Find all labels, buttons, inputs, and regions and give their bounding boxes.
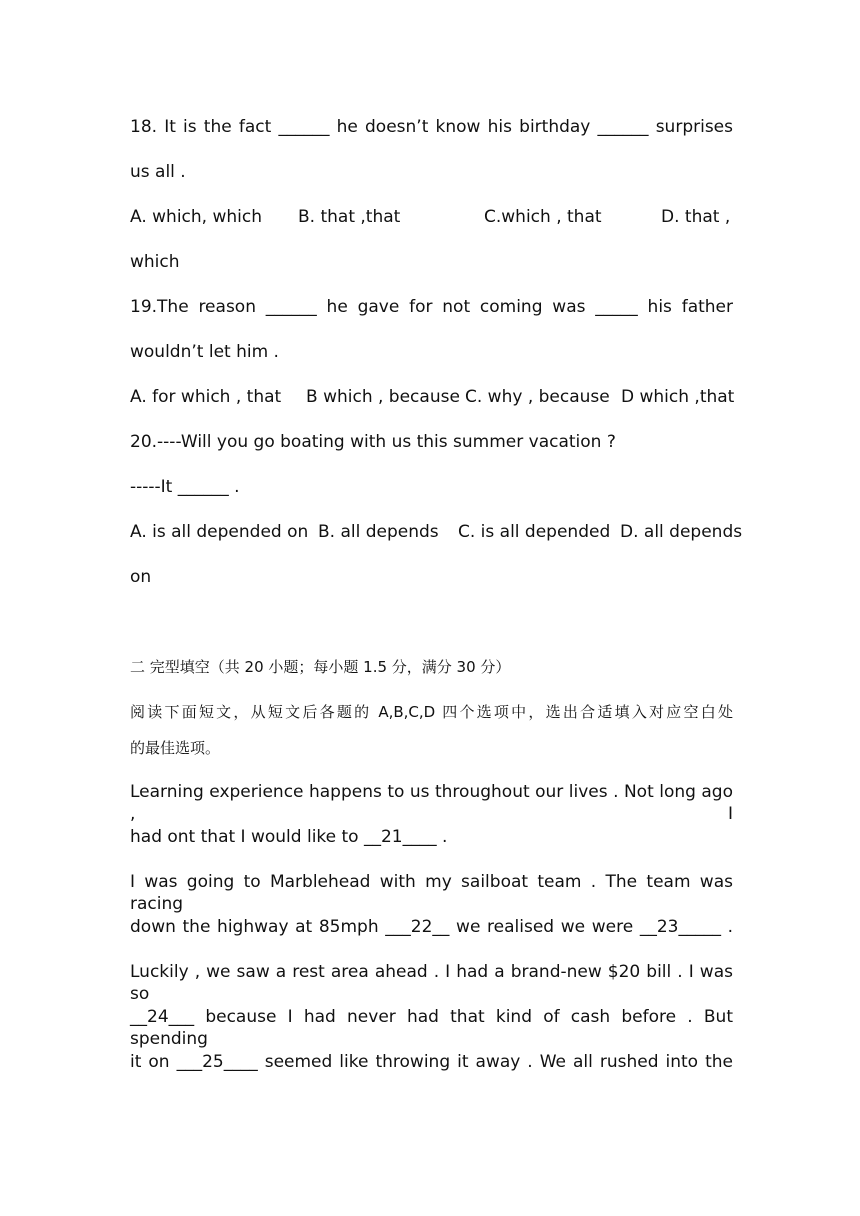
question-18-option-d-wrap: which	[130, 252, 180, 272]
question-18-option-b: B. that ,that	[298, 207, 401, 227]
passage-line: Learning experience happens to us throughout our lives . Not long ago , I	[130, 782, 733, 824]
passage-line: __24___ because I had never had that kind of cash before . But spending	[130, 1007, 733, 1049]
question-20-text: 20.----Will you go boating with us this summer vacation ?	[130, 432, 616, 452]
passage-line: Luckily , we saw a rest area ahead . I had a brand-new $20 bill . I was so	[130, 962, 733, 1004]
question-19-option-a: A. for which , that	[130, 387, 282, 407]
question-19-option-b: B which , because	[306, 387, 460, 407]
passage-line: I was going to Marblehead with my sailboat team . The team was racing	[130, 872, 733, 914]
question-18-option-a: A. which, which	[130, 207, 262, 227]
question-19-text-cont: wouldn’t let him .	[130, 342, 279, 362]
question-18-option-c: C.which , that	[484, 207, 602, 227]
question-20-option-b: B. all depends	[318, 522, 439, 542]
question-19-option-c: C. why , because	[465, 387, 610, 407]
section-heading: 二 完型填空（共 20 小题；每小题 1.5 分，满分 30 分）	[130, 658, 511, 676]
question-19-text: 19.The reason ______ he gave for not coming was _____ his father	[130, 297, 733, 317]
passage-line: had ont that I would like to __21____ .	[130, 827, 448, 847]
question-18-option-d: D. that ,	[661, 207, 731, 227]
question-18-text-cont: us all .	[130, 162, 186, 182]
passage-line: down the highway at 85mph ___22__ we realised we were __23_____ .	[130, 917, 733, 937]
section-instruction: 阅读下面短文，从短文后各题的 A,B,C,D 四个选项中，选出合适填入对应空白处	[130, 703, 733, 721]
question-20-option-d-wrap: on	[130, 567, 152, 587]
question-20-option-a: A. is all depended on	[130, 522, 309, 542]
question-18-text: 18. It is the fact ______ he doesn’t know his birthday ______ surprises	[130, 117, 733, 137]
question-20-answer-line: -----It ______ .	[130, 477, 240, 497]
question-19-option-d: D which ,that	[621, 387, 735, 407]
question-20-option-c: C. is all depended	[458, 522, 611, 542]
passage-line: it on ___25____ seemed like throwing it away . We all rushed into the	[130, 1052, 733, 1072]
question-20-option-d: D. all depends	[620, 522, 743, 542]
section-instruction-cont: 的最佳选项。	[130, 739, 221, 757]
